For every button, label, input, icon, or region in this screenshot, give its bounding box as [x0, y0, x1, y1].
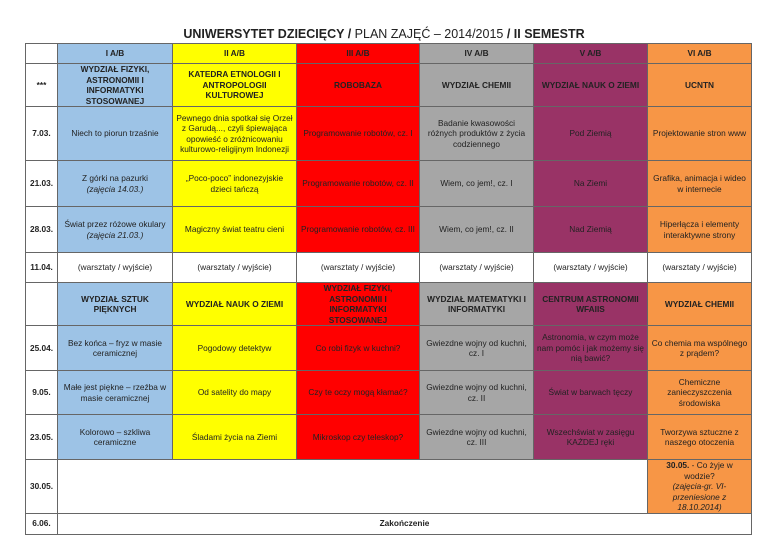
class-cell: Programowanie robotów, cz. III: [297, 207, 420, 253]
class-cell: Gwiezdne wojny od kuchni, cz. II: [420, 371, 534, 415]
organizer-cell: WYDZIAŁ MATEMATYKI I INFORMATYKI: [420, 283, 534, 326]
workshop-row: [26, 253, 752, 283]
class-cell: [58, 207, 173, 253]
date-cell: 11.04.: [26, 253, 58, 283]
class-cell: Na Ziemi: [534, 161, 648, 207]
class-cell: Programowanie robotów, cz. I: [297, 107, 420, 161]
class-cell: Hiperłącza i elementy interaktywne strony: [648, 207, 752, 253]
schedule-row: [26, 107, 752, 161]
organizers-row: [26, 283, 752, 326]
class-cell: Niech to piorun trzaśnie: [58, 107, 173, 161]
class-cell: Gwiezdne wojny od kuchni, cz. III: [420, 415, 534, 460]
organizer-cell: CENTRUM ASTRONOMII WFAIIS: [534, 283, 648, 326]
class-cell: Pogodowy detektyw: [173, 326, 297, 371]
group-header: IV A/B: [420, 44, 534, 64]
class-note: (zajęcia 14.03.): [86, 183, 144, 194]
corner-cell: [26, 44, 58, 64]
closing-cell: Zakończenie: [58, 513, 752, 534]
title-plain: PLAN ZAJĘĆ – 2014/2015: [351, 27, 507, 41]
class-cell: Pod Ziemią: [534, 107, 648, 161]
empty-date-cell: [26, 283, 58, 326]
schedule-table: [25, 43, 752, 535]
empty-merged-cell: [58, 460, 648, 514]
class-cell: Magiczny świat teatru cieni: [173, 207, 297, 253]
organizer-cell: WYDZIAŁ FIZYKI, ASTRONOMII I INFORMATYKI STOSOWANEJ: [297, 283, 420, 326]
group-header: I A/B: [58, 44, 173, 64]
class-cell: Badanie kwasowości różnych produktów z życia codziennego: [420, 107, 534, 161]
group-header: V A/B: [534, 44, 648, 64]
organizer-cell: UCNTN: [648, 64, 752, 107]
class-cell: Astronomia, w czym może nam pomóc i jak możemy się nią bawić?: [534, 326, 648, 371]
class-cell: Co chemia ma wspólnego z prądem?: [648, 326, 752, 371]
class-cell: Mikroskop czy teleskop?: [297, 415, 420, 460]
class-cell: Bez końca – fryz w masie ceramicznej: [58, 326, 173, 371]
organizer-cell: WYDZIAŁ CHEMII: [648, 283, 752, 326]
organizer-cell: WYDZIAŁ SZTUK PIĘKNYCH: [58, 283, 173, 326]
organizers-row: [26, 64, 752, 107]
date-cell: 7.03.: [26, 107, 58, 161]
date-cell: 6.06.: [26, 513, 58, 534]
class-cell: Projektowanie stron www: [648, 107, 752, 161]
class-cell: Świat w barwach tęczy: [534, 371, 648, 415]
date-cell: 30.05.: [26, 460, 58, 514]
workshop-cell: (warsztaty / wyjście): [58, 253, 173, 283]
organizer-cell: WYDZIAŁ NAUK O ZIEMI: [534, 64, 648, 107]
class-cell: Grafika, animacja i wideo w internecie: [648, 161, 752, 207]
class-note: (zajęcia 21.03.): [86, 229, 144, 240]
organizer-cell: KATEDRA ETNOLOGII I ANTROPOLOGII KULTUROWEJ: [173, 64, 297, 107]
class-date-bold: 30.05.: [666, 460, 690, 470]
page-title: [0, 26, 768, 42]
date-cell: 25.04.: [26, 326, 58, 371]
group-header: III A/B: [297, 44, 420, 64]
organizer-cell: ROBOBAZA: [297, 64, 420, 107]
header-row: [26, 44, 752, 64]
schedule-row: [26, 326, 752, 371]
organizer-cell: WYDZIAŁ CHEMII: [420, 64, 534, 107]
class-title: Z górki na pazurki: [82, 173, 148, 183]
workshop-cell: (warsztaty / wyjście): [648, 253, 752, 283]
date-cell: 21.03.: [26, 161, 58, 207]
class-note: (zajęcia-gr. VI-przeniesione z 18.10.2014): [672, 481, 727, 512]
schedule-row: [26, 207, 752, 253]
group-header: II A/B: [173, 44, 297, 64]
class-cell: Wiem, co jem!, cz. I: [420, 161, 534, 207]
schedule-row: [26, 161, 752, 207]
class-cell: Kolorowo – szkliwa ceramiczne: [58, 415, 173, 460]
class-cell: Śladami życia na Ziemi: [173, 415, 297, 460]
class-title: Świat przez różowe okulary: [64, 219, 166, 229]
class-cell: Wszechświat w zasięgu KAŻDEJ ręki: [534, 415, 648, 460]
class-cell: Pewnego dnia spotkał się Orzeł z Garudą..., czyli śpiewająca opowieść o zróżnicowaniu kulturowo-religijnym Indonezji: [173, 107, 297, 161]
class-cell: Od satelity do mapy: [173, 371, 297, 415]
title-bold: UNIWERSYTET DZIECIĘCY /: [183, 27, 352, 41]
class-cell: Tworzywa sztuczne z naszego otoczenia: [648, 415, 752, 460]
class-cell: Nad Ziemią: [534, 207, 648, 253]
class-cell: Chemiczne zanieczyszczenia środowiska: [648, 371, 752, 415]
class-cell: „Poco-poco” indonezyjskie dzieci tańczą: [173, 161, 297, 207]
final-row: [26, 513, 752, 534]
date-cell: 9.05.: [26, 371, 58, 415]
title-bold-end: / II SEMESTR: [506, 27, 585, 41]
organizer-cell: WYDZIAŁ FIZYKI, ASTRONOMII I INFORMATYKI STOSOWANEJ: [58, 64, 173, 107]
class-cell: [58, 161, 173, 207]
class-cell: [648, 460, 752, 514]
date-cell: 28.03.: [26, 207, 58, 253]
class-cell: Wiem, co jem!, cz. II: [420, 207, 534, 253]
workshop-cell: (warsztaty / wyjście): [297, 253, 420, 283]
workshop-cell: (warsztaty / wyjście): [420, 253, 534, 283]
class-cell: Małe jest piękne – rzeźba w masie ceramicznej: [58, 371, 173, 415]
workshop-cell: (warsztaty / wyjście): [173, 253, 297, 283]
schedule-row: [26, 460, 752, 514]
class-cell: Programowanie robotów, cz. II: [297, 161, 420, 207]
date-cell: 23.05.: [26, 415, 58, 460]
group-header: VI A/B: [648, 44, 752, 64]
schedule-row: [26, 371, 752, 415]
class-cell: Co robi fizyk w kuchni?: [297, 326, 420, 371]
class-cell: Gwiezdne wojny od kuchni, cz. I: [420, 326, 534, 371]
class-title: - Co żyje w wodzie?: [684, 460, 733, 481]
organizer-cell: WYDZIAŁ NAUK O ZIEMI: [173, 283, 297, 326]
schedule-row: [26, 415, 752, 460]
class-cell: Czy te oczy mogą kłamać?: [297, 371, 420, 415]
workshop-cell: (warsztaty / wyjście): [534, 253, 648, 283]
stars-cell: ***: [26, 64, 58, 107]
